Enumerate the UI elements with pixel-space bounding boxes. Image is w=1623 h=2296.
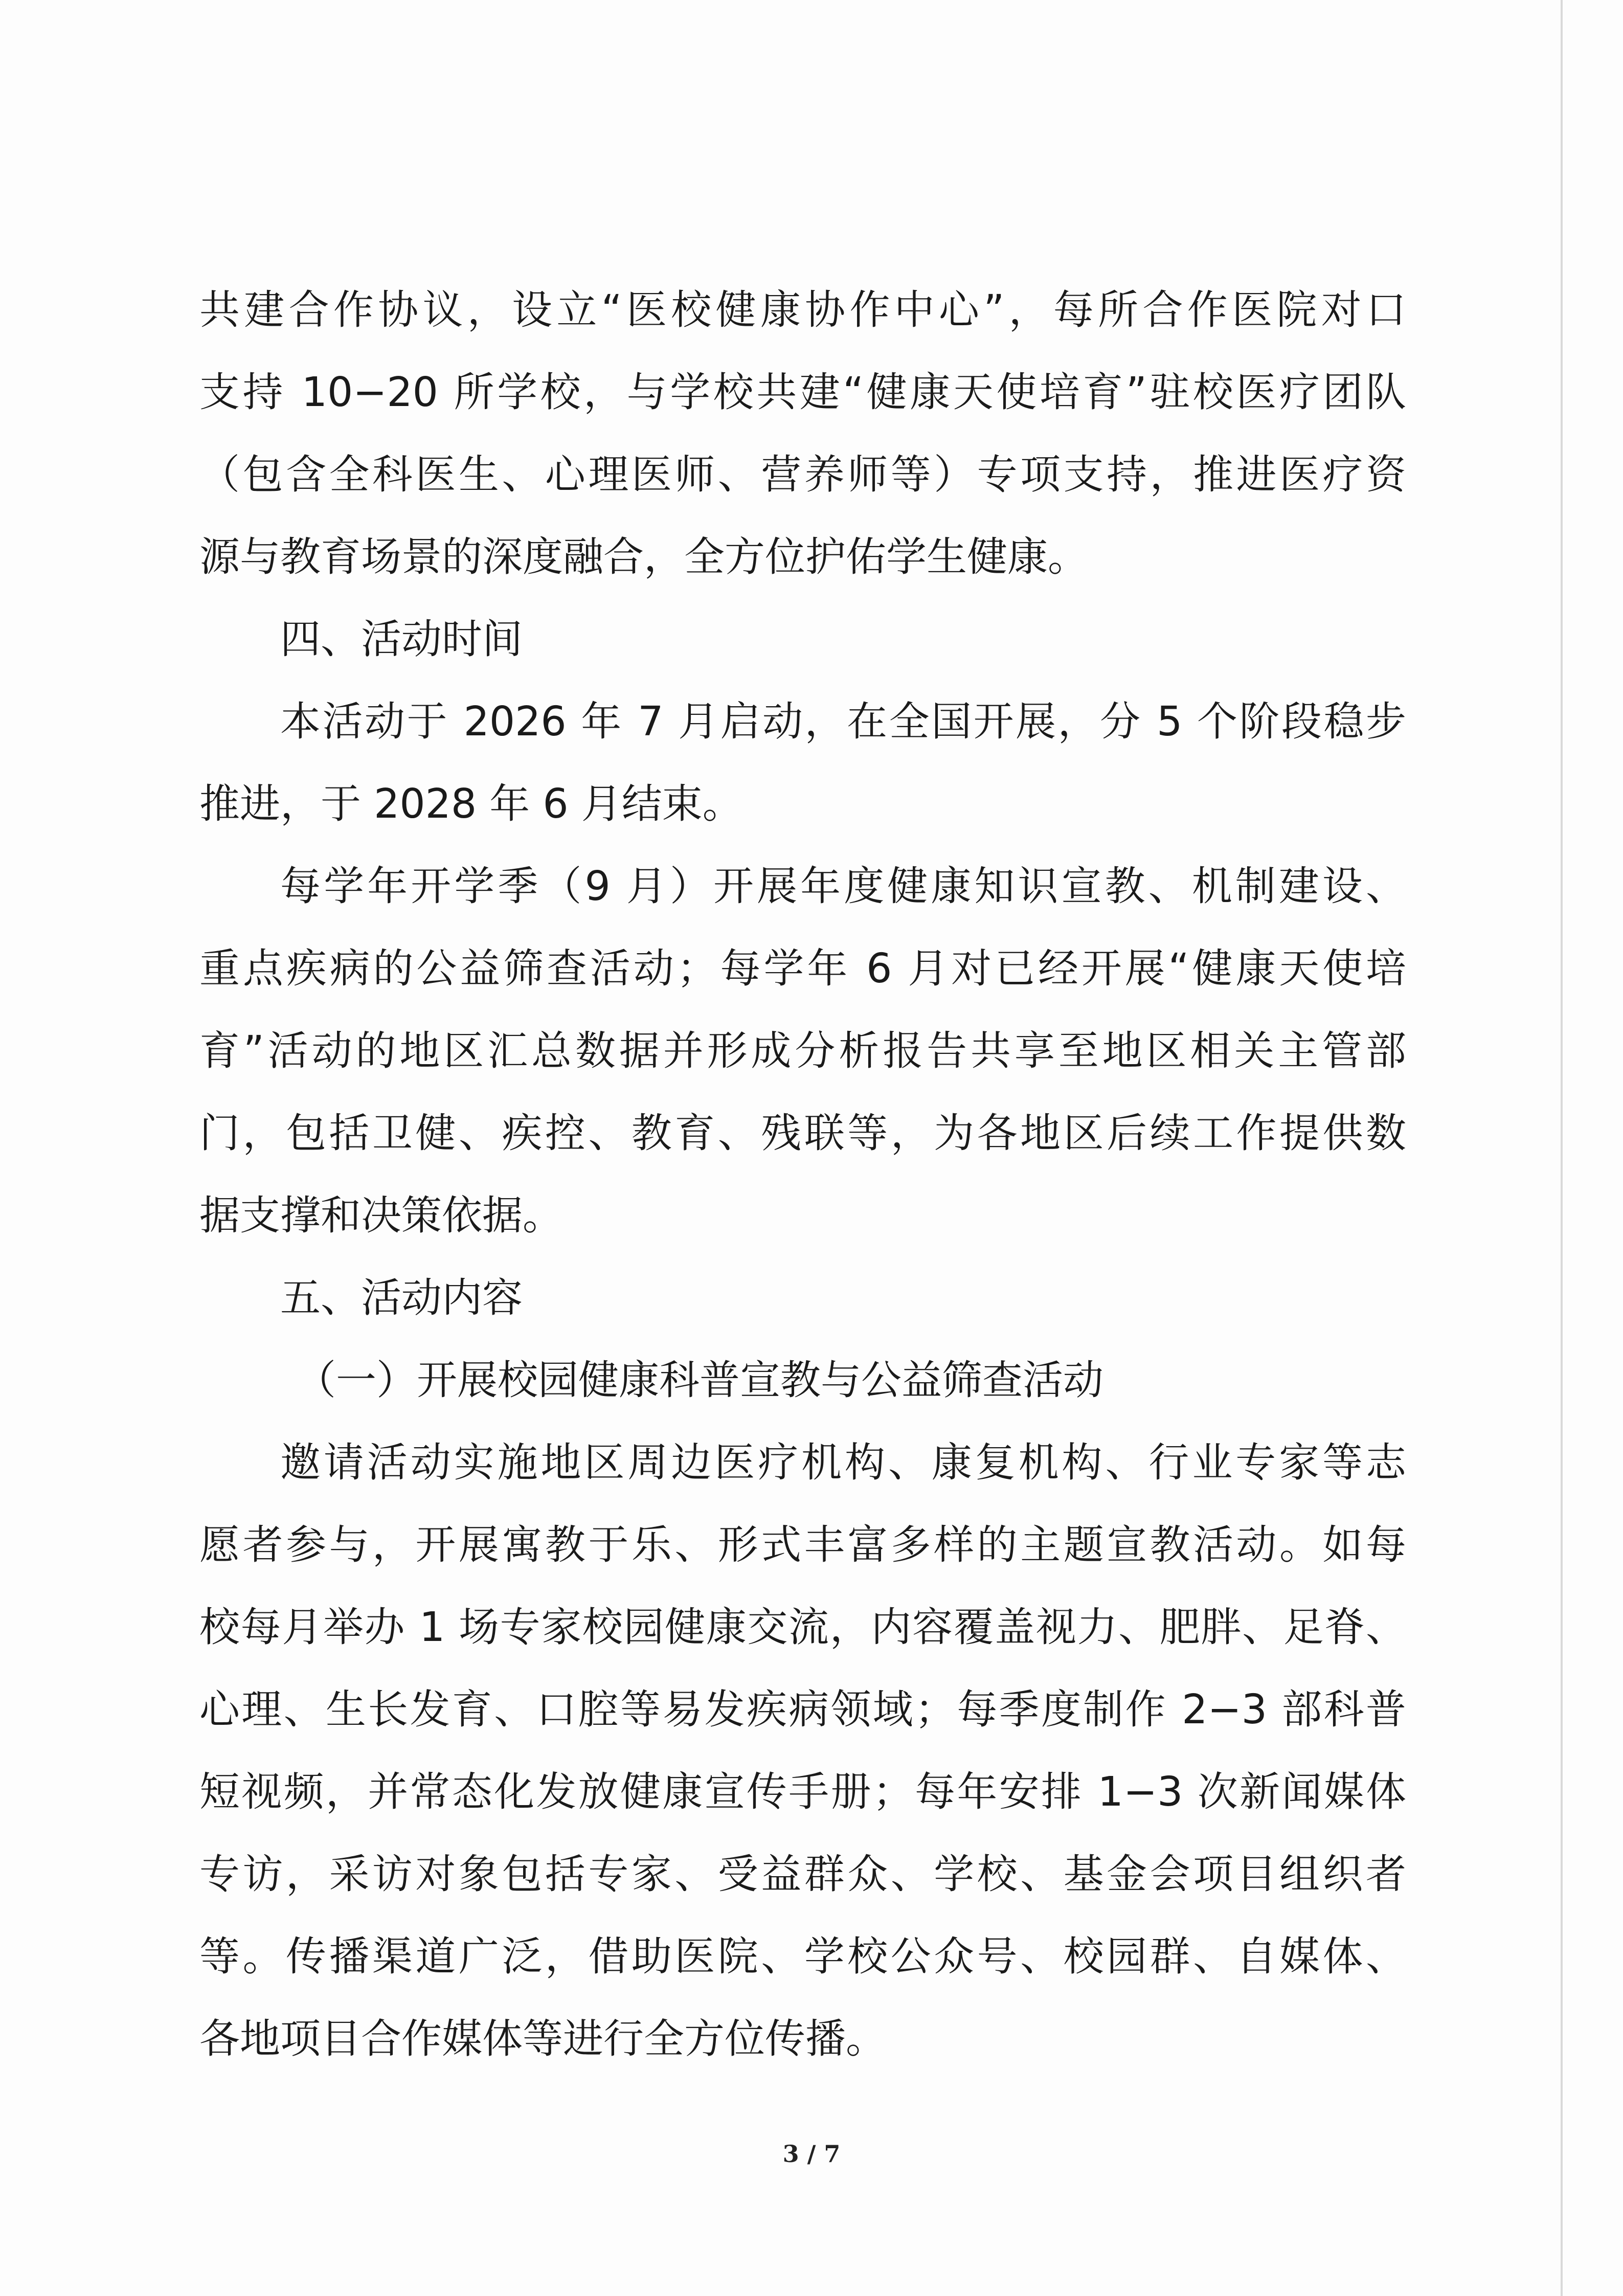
section-heading-4: 四、活动时间 xyxy=(280,616,523,663)
paragraph-line: 邀请活动实施地区周边医疗机构、康复机构、行业专家等志 xyxy=(280,1439,1406,1486)
paragraph-line: 每学年开学季（9 月）开展年度健康知识宣教、机制建设、 xyxy=(280,863,1406,910)
page-number: 3 / 7 xyxy=(782,2140,841,2168)
scan-edge-line xyxy=(1561,0,1563,2296)
body-text xyxy=(199,269,1406,2080)
paragraph-line: 短视频，并常态化发放健康宣传手册；每年安排 1−3 次新闻媒体 xyxy=(199,1768,1406,1815)
paragraph-line: 共建合作协议，设立“医校健康协作中心”，每所合作医院对口 xyxy=(199,286,1406,333)
section-heading-5: 五、活动内容 xyxy=(280,1274,523,1321)
paragraph-line: 专访，采访对象包括专家、受益群众、学校、基金会项目组织者 xyxy=(199,1851,1406,1898)
paragraph-line: 本活动于 2026 年 7 月启动，在全国开展，分 5 个阶段稳步 xyxy=(280,698,1406,745)
paragraph-line: 心理、生长发育、口腔等易发疾病领域；每季度制作 2−3 部科普 xyxy=(199,1686,1406,1733)
paragraph-line: 等。传播渠道广泛，借助医院、学校公众号、校园群、自媒体、 xyxy=(199,1933,1406,1980)
paragraph-line: 育”活动的地区汇总数据并形成分析报告共享至地区相关主管部 xyxy=(199,1027,1406,1074)
paragraph-line: 校每月举办 1 场专家校园健康交流，内容覆盖视力、肥胖、足脊、 xyxy=(199,1604,1406,1651)
paragraph-line: 据支撑和决策依据。 xyxy=(199,1192,563,1239)
paragraph-line: 推进，于 2028 年 6 月结束。 xyxy=(199,780,743,827)
paragraph-line: 重点疾病的公益筛查活动；每学年 6 月对已经开展“健康天使培 xyxy=(199,945,1406,992)
paragraph-line: 支持 10−20 所学校，与学校共建“健康天使培育”驻校医疗团队 xyxy=(199,369,1406,416)
paragraph-line: 愿者参与，开展寓教于乐、形式丰富多样的主题宣教活动。如每 xyxy=(199,1521,1406,1568)
paragraph-line: （包含全科医生、心理医师、营养师等）专项支持，推进医疗资 xyxy=(199,451,1406,498)
subsection-heading-1: （一）开展校园健康科普宣教与公益筛查活动 xyxy=(296,1357,1103,1404)
paragraph-line: 源与教育场景的深度融合，全方位护佑学生健康。 xyxy=(199,533,1088,580)
paragraph-line: 各地项目合作媒体等进行全方位传播。 xyxy=(199,2015,886,2062)
paragraph-line: 门，包括卫健、疾控、教育、残联等，为各地区后续工作提供数 xyxy=(199,1110,1406,1157)
